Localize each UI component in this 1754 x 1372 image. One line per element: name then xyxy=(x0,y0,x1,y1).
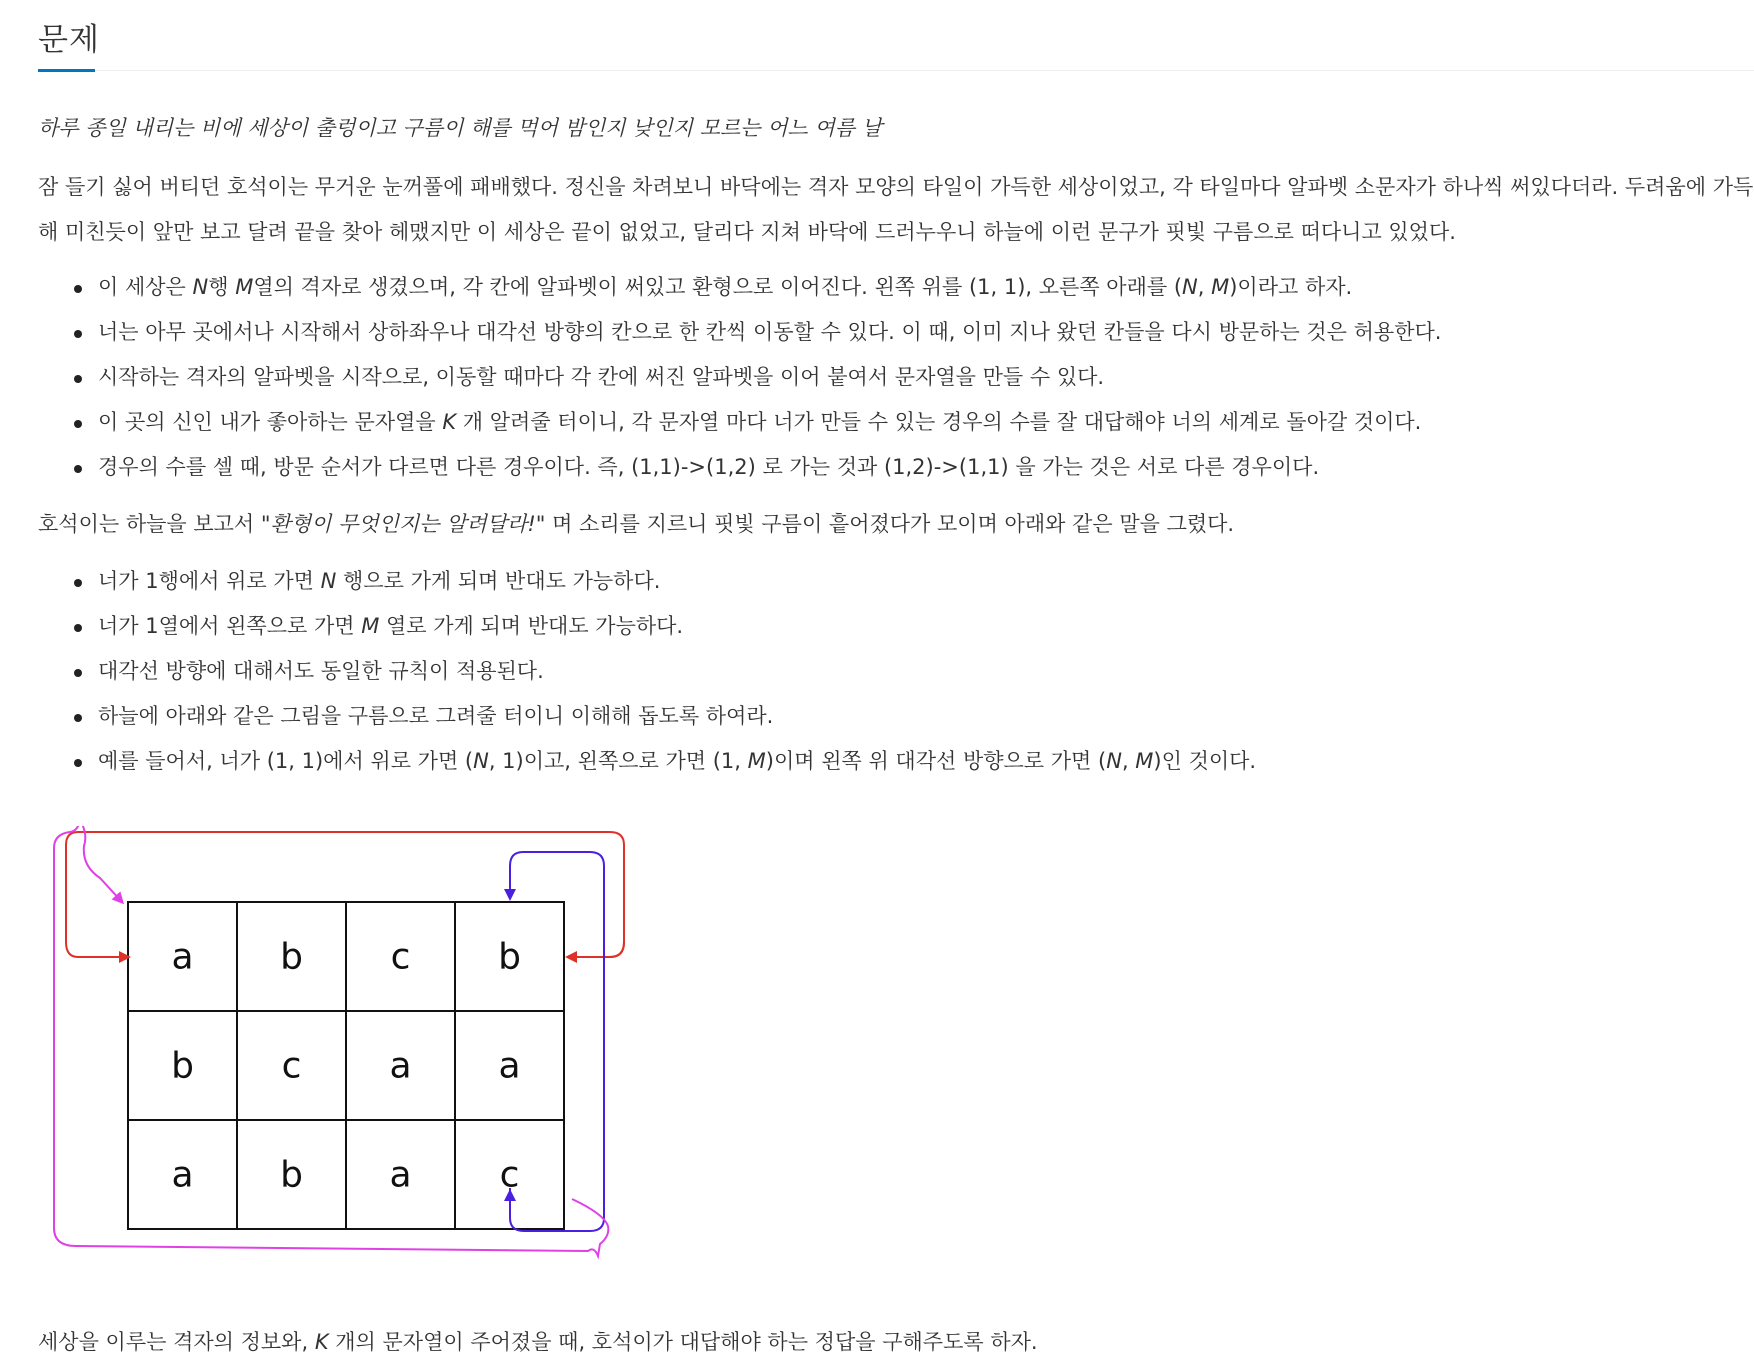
grid-cell-letter: b xyxy=(171,1045,194,1087)
grid-cell-letter: b xyxy=(498,936,521,978)
list-item: 경우의 수를 셀 때, 방문 순서가 다르면 다른 경우이다. 즉, (1,1)->(1,2) 로 가는 것과 (1,2)->(1,1) 을 가는 것은 서로 다른 경우이다. xyxy=(38,445,1754,490)
grid-cell-letter: a xyxy=(389,1154,412,1196)
section-title: 문제 xyxy=(38,22,100,58)
list-item: 너가 1행에서 위로 가면 N 행으로 가게 되며 반대도 가능하다. xyxy=(38,559,1754,604)
rules-list xyxy=(38,265,1754,490)
grid-cell-letter: a xyxy=(171,1154,194,1196)
list-item: 시작하는 격자의 알파벳을 시작으로, 이동할 때마다 각 칸에 써진 알파벳을 이어 붙여서 문자열을 만들 수 있다. xyxy=(38,355,1754,400)
grid-cell-letter: a xyxy=(171,936,194,978)
wraparound-figure xyxy=(48,826,628,1300)
grid-cell-letter: b xyxy=(280,936,303,978)
list-item: 너는 아무 곳에서나 시작해서 상하좌우나 대각선 방향의 칸으로 한 칸씩 이동할 수 있다. 이 때, 이미 지나 왔던 칸들을 다시 방문하는 것은 허용한다. xyxy=(38,310,1754,355)
intro-italic-sentence: 하루 종일 내리는 비에 세상이 출렁이고 구름이 해를 먹어 밤인지 낮인지 모르는 어느 여름 날 xyxy=(38,116,883,140)
section-header xyxy=(38,0,1754,71)
problem-section xyxy=(38,0,1754,784)
quote-italic: "환형이 무엇인지는 알려달라!" xyxy=(260,512,546,536)
grid-cell-letter: c xyxy=(499,1154,520,1196)
paragraph-3: 호석이는 하늘을 보고서 "환형이 무엇인지는 알려달라!" 며 소리를 지르니 핏빛 구름이 흩어졌다가 모이며 아래와 같은 말을 그렸다. xyxy=(38,512,1235,536)
grid-cell-letter: a xyxy=(389,1045,412,1087)
grid-cell-letter: b xyxy=(280,1154,303,1196)
list-item: 이 곳의 신인 내가 좋아하는 문자열을 K 개 알려줄 터이니, 각 문자열 마다 너가 만들 수 있는 경우의 수를 잘 대답해야 너의 세계로 돌아갈 것이다. xyxy=(38,400,1754,445)
list-item: 대각선 방향에 대해서도 동일한 규칙이 적용된다. xyxy=(38,649,1754,694)
list-item: 하늘에 아래와 같은 그림을 구름으로 그려줄 터이니 이해해 돕도록 하여라. xyxy=(38,694,1754,739)
grid-cell-letter: a xyxy=(498,1045,521,1087)
grid-cell-letter: c xyxy=(281,1045,302,1087)
title-underline xyxy=(38,69,95,72)
list-item: 이 세상은 N행 M열의 격자로 생겼으며, 각 칸에 알파벳이 써있고 환형으로 이어진다. 왼쪽 위를 (1, 1), 오른쪽 아래를 (N, M)이라고 하자. xyxy=(38,265,1754,310)
list-item: 너가 1열에서 왼쪽으로 가면 M 열로 가게 되며 반대도 가능하다. xyxy=(38,604,1754,649)
grid-cell-letter: c xyxy=(390,936,411,978)
rules2-list xyxy=(38,559,1754,784)
grid-diagram xyxy=(48,826,628,1296)
final-paragraph: 세상을 이루는 격자의 정보와, K 개의 문자열이 주어졌을 때, 호석이가 대답해야 하는 정답을 구해주도록 하자. xyxy=(38,1330,1038,1354)
intro-paragraph: 잠 들기 싫어 버티던 호석이는 무거운 눈꺼풀에 패배했다. 정신을 차려보니 바닥에는 격자 모양의 타일이 가득한 세상이었고, 각 타일마다 알파벳 소문자가 하나씩 써있다더라. 두려움에 가득해 미친듯이 앞만 보고 달려 끝을 찾아 헤맸지만 이 세상은 끝이 없었고, 달리다 지쳐 바닥에 드러누우니 하늘에 이런 문구가 핏빛 구름으로 떠다니고 있었다. xyxy=(38,175,1754,244)
list-item: 예를 들어서, 너가 (1, 1)에서 위로 가면 (N, 1)이고, 왼쪽으로 가면 (1, M)이며 왼쪽 위 대각선 방향으로 가면 (N, M)인 것이다. xyxy=(38,739,1754,784)
horizontal-wrap-arrow-tail xyxy=(568,942,624,957)
